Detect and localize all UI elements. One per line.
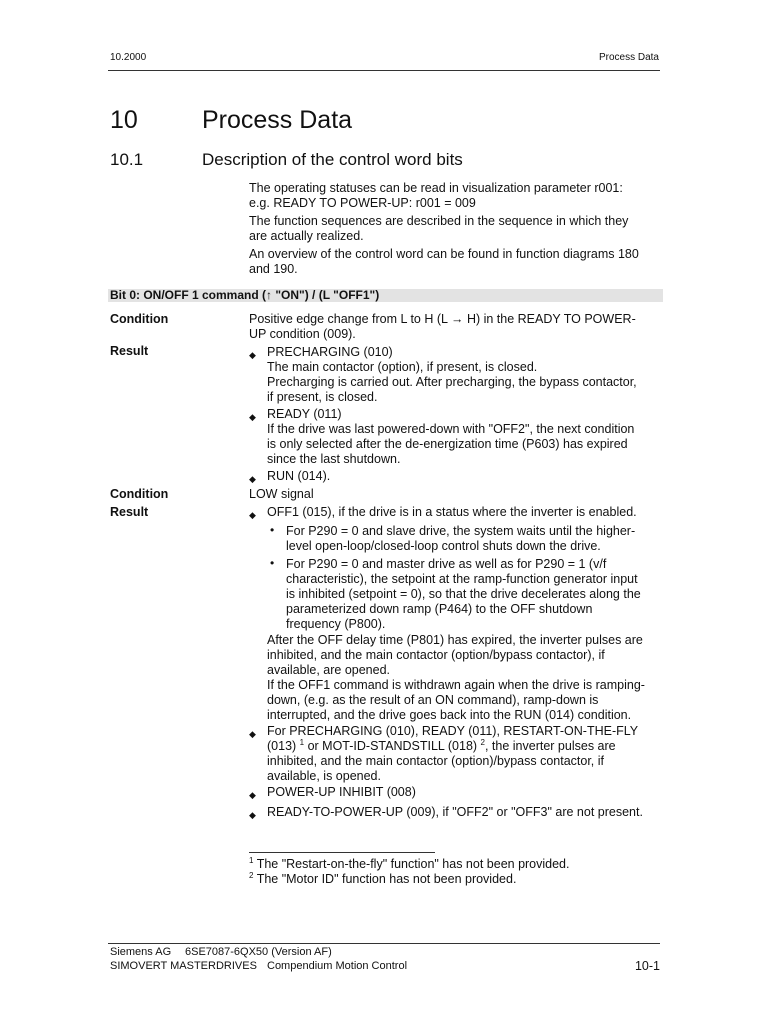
chapter-title: Process Data <box>202 106 353 134</box>
sub-list-item: parameterized down ramp (P464) to the OFF shutdown <box>286 602 593 616</box>
diamond-bullet-icon: ◆ <box>249 729 256 739</box>
list-item: For PRECHARGING (010), READY (011), RESTART-ON-THE-FLY <box>267 724 639 738</box>
list-item-part: , the inverter pulses are <box>484 739 616 753</box>
header-rule <box>108 70 660 71</box>
paragraph-line: If the OFF1 command is withdrawn again when the drive is ramping- <box>267 678 645 692</box>
intro-line: The function sequences are described in the sequence in which they <box>249 214 629 228</box>
footnote-mark: 2 <box>249 871 254 880</box>
sub-list-item: level open-loop/closed-loop control shuts down the drive. <box>286 539 601 553</box>
sub-list-item: characteristic), the setpoint at the ramp-function generator input <box>286 572 638 586</box>
diamond-bullet-icon: ◆ <box>249 350 256 360</box>
dot-bullet-icon: • <box>270 556 275 570</box>
bit-heading-rest: "ON") / (L "OFF1") <box>272 288 380 302</box>
bit-heading-prefix: Bit 0: ON/OFF 1 command ( <box>110 288 267 302</box>
condition-label: Condition <box>110 487 169 501</box>
dot-bullet-icon: • <box>270 523 275 537</box>
chapter-number: 10 <box>110 106 138 134</box>
sub-list-item: For P290 = 0 and master drive as well as for P290 = 1 (v/f <box>286 557 607 571</box>
footnote-mark: 1 <box>249 856 254 865</box>
list-item: available, is opened. <box>267 769 381 783</box>
footnote-1 <box>249 857 661 872</box>
header-section: Process Data <box>598 52 659 63</box>
paragraph-line: inhibited, and the main contactor (option/bypass contactor), if <box>267 648 605 662</box>
list-item: RUN (014). <box>267 469 331 483</box>
result-label: Result <box>110 344 149 358</box>
list-item: inhibited, and the main contactor (option)/bypass contactor, if <box>267 754 604 768</box>
list-item: since the last shutdown. <box>267 452 401 466</box>
intro-line: and 190. <box>249 262 298 276</box>
footnote-ref-1[interactable]: 1 <box>299 738 305 747</box>
section-number: 10.1 <box>110 150 144 169</box>
section-title: Description of the control word bits <box>202 150 463 169</box>
condition-text <box>249 312 661 327</box>
paragraph-line: interrupted, and the drive goes back into the RUN (014) condition. <box>267 708 632 722</box>
condition-text-part: Positive edge change from L to H (L <box>249 312 451 326</box>
list-item: is only selected after the de-energization time (P603) has expired <box>267 437 628 451</box>
sub-list-item: For P290 = 0 and slave drive, the system waits until the higher- <box>286 524 636 538</box>
list-item: OFF1 (015), if the drive is in a status where the inverter is enabled. <box>267 505 637 519</box>
diamond-bullet-icon: ◆ <box>249 412 256 422</box>
list-item: PRECHARGING (010) <box>267 345 393 359</box>
paragraph-line: available, are opened. <box>267 663 391 677</box>
list-item: If the drive was last powered-down with "OFF2", the next condition <box>267 422 635 436</box>
list-item: READY-TO-POWER-UP (009), if "OFF2" or "OFF3" are not present. <box>267 805 643 819</box>
rising-edge-arrow-icon: ↑ <box>266 288 273 302</box>
paragraph-line: down, (e.g. as the result of an ON command), ramp-down is <box>267 693 599 707</box>
footer-rule <box>108 943 660 944</box>
diamond-bullet-icon: ◆ <box>249 474 256 484</box>
list-item <box>267 739 662 754</box>
paragraph-line: After the OFF delay time (P801) has expired, the inverter pulses are <box>267 633 643 647</box>
right-arrow-icon: → <box>450 312 464 326</box>
footer-company: Siemens AG <box>110 946 172 958</box>
intro-line: e.g. READY TO POWER-UP: r001 = 009 <box>249 196 476 210</box>
diamond-bullet-icon: ◆ <box>249 790 256 800</box>
page-number: 10-1 <box>634 959 660 973</box>
footer-manual: Compendium Motion Control <box>267 960 408 972</box>
footnote-text: The "Restart-on-the-fly" function" has not been provided. <box>253 857 570 871</box>
list-item: POWER-UP INHIBIT (008) <box>267 785 416 799</box>
diamond-bullet-icon: ◆ <box>249 810 256 820</box>
list-item: The main contactor (option), if present, is closed. <box>267 360 538 374</box>
condition-text: UP condition (009). <box>249 327 356 341</box>
condition-text: LOW signal <box>249 487 314 501</box>
condition-text-part: H) in the READY TO POWER- <box>463 312 636 326</box>
list-item-part: (013) <box>267 739 300 753</box>
intro-line: are actually realized. <box>249 229 364 243</box>
list-item-part: or MOT-ID-STANDSTILL (018) <box>304 739 481 753</box>
sub-list-item: frequency (P800). <box>286 617 386 631</box>
list-item: READY (011) <box>267 407 342 421</box>
footnote-ref-2[interactable]: 2 <box>480 738 485 747</box>
footnote-text: The "Motor ID" function has not been provided. <box>253 872 517 886</box>
intro-line: An overview of the control word can be found in function diagrams 180 <box>249 247 639 261</box>
footer-order-number: 6SE7087-6QX50 (Version AF) <box>185 946 332 958</box>
footnote-rule <box>249 852 435 853</box>
condition-label: Condition <box>110 312 169 326</box>
footer-product: SIMOVERT MASTERDRIVES <box>110 960 257 972</box>
bit-heading <box>108 289 663 302</box>
diamond-bullet-icon: ◆ <box>249 510 256 520</box>
footnote-2 <box>249 872 661 887</box>
intro-line: The operating statuses can be read in visualization parameter r001: <box>249 181 623 195</box>
list-item: Precharging is carried out. After precharging, the bypass contactor, <box>267 375 637 389</box>
header-date: 10.2000 <box>110 52 147 63</box>
result-label: Result <box>110 505 149 519</box>
list-item: if present, is closed. <box>267 390 378 404</box>
sub-list-item: is inhibited (setpoint = 0), so that the drive decelerates along the <box>286 587 641 601</box>
